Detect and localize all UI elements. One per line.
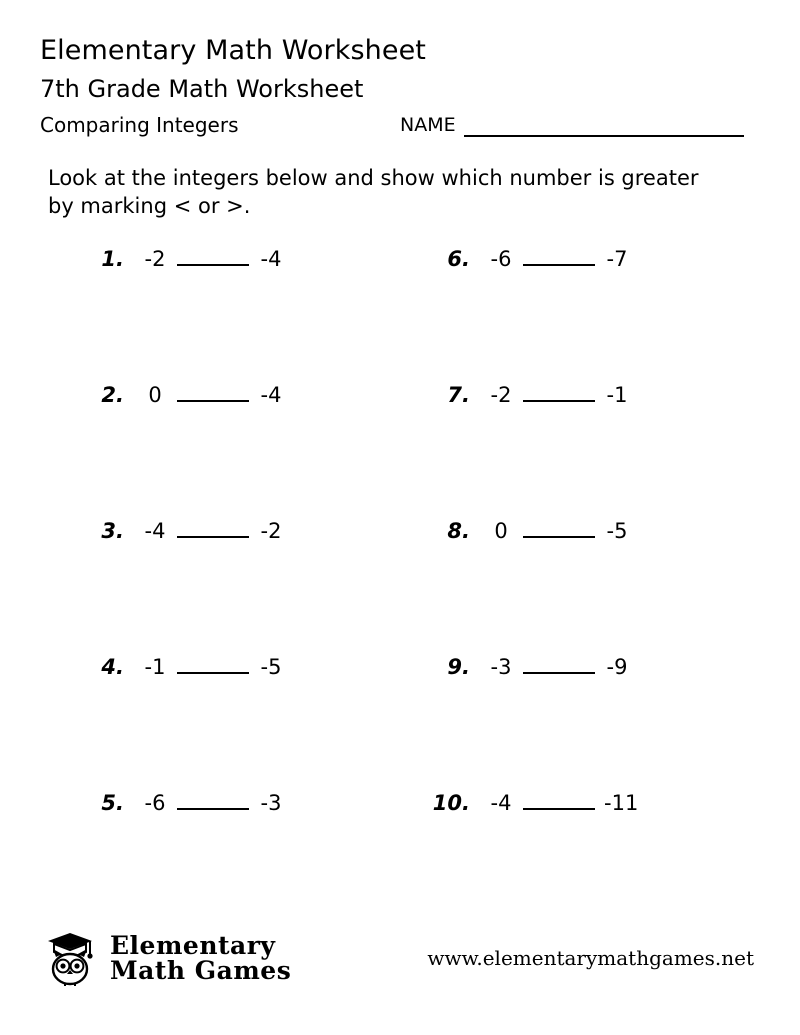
right-operand: -3 bbox=[260, 790, 282, 815]
left-operand: 0 bbox=[148, 382, 162, 407]
problem-number: 1. bbox=[101, 246, 124, 271]
right-operand: -5 bbox=[260, 654, 282, 679]
answer-blank[interactable] bbox=[177, 795, 249, 810]
answer-blank[interactable] bbox=[523, 795, 595, 810]
right-operand: -11 bbox=[604, 790, 639, 815]
problem-body bbox=[128, 655, 284, 679]
problem-body bbox=[474, 383, 630, 407]
problem-body bbox=[128, 791, 284, 815]
answer-blank[interactable] bbox=[177, 251, 249, 266]
problem-number: 7. bbox=[447, 382, 470, 407]
page-subtitle: 7th Grade Math Worksheet bbox=[40, 74, 364, 103]
problem-body bbox=[128, 247, 284, 271]
problem-item bbox=[74, 515, 404, 649]
logo-line-2: Math Games bbox=[110, 956, 292, 985]
header-row bbox=[40, 113, 760, 137]
logo-text bbox=[110, 930, 292, 985]
problem-item bbox=[74, 381, 404, 515]
name-input-line[interactable] bbox=[464, 122, 744, 137]
answer-blank[interactable] bbox=[523, 387, 595, 402]
answer-blank[interactable] bbox=[523, 523, 595, 538]
name-block bbox=[400, 114, 760, 137]
left-operand: -6 bbox=[144, 790, 166, 815]
problem-number: 8. bbox=[447, 518, 470, 543]
problem-body bbox=[474, 791, 638, 815]
left-operand: -4 bbox=[490, 790, 512, 815]
problem-number: 10. bbox=[432, 790, 470, 815]
problem-grid bbox=[40, 247, 760, 857]
left-operand: -3 bbox=[490, 654, 512, 679]
footer bbox=[40, 925, 760, 991]
website-url[interactable]: www.elementarymathgames.net bbox=[427, 946, 754, 970]
worksheet-topic: Comparing Integers bbox=[40, 112, 239, 137]
problem-item bbox=[420, 515, 750, 649]
instructions-text: Look at the integers below and show which number is greater by marking < or >. bbox=[48, 165, 699, 218]
problem-number: 5. bbox=[101, 790, 124, 815]
problem-number: 9. bbox=[447, 654, 470, 679]
problem-item bbox=[420, 381, 750, 515]
answer-blank[interactable] bbox=[177, 387, 249, 402]
problem-body bbox=[474, 519, 630, 543]
problem-body bbox=[474, 247, 630, 271]
right-operand: -7 bbox=[606, 246, 628, 271]
answer-blank[interactable] bbox=[177, 659, 249, 674]
problem-item bbox=[420, 247, 750, 381]
right-operand: -1 bbox=[606, 382, 628, 407]
problem-item bbox=[74, 783, 404, 917]
owl-graduate-icon bbox=[40, 925, 102, 991]
problem-item bbox=[420, 783, 750, 917]
logo-line-1: Elementary bbox=[110, 930, 276, 960]
problem-number: 4. bbox=[101, 654, 124, 679]
left-operand: -2 bbox=[144, 246, 166, 271]
problem-item bbox=[74, 247, 404, 381]
right-operand: -4 bbox=[260, 382, 282, 407]
right-operand: -5 bbox=[606, 518, 628, 543]
left-operand: -6 bbox=[490, 246, 512, 271]
problem-item bbox=[420, 649, 750, 783]
left-operand: -4 bbox=[144, 518, 166, 543]
page-title: Elementary Math Worksheet bbox=[40, 35, 426, 66]
left-operand: -1 bbox=[144, 654, 166, 679]
left-operand: -2 bbox=[490, 382, 512, 407]
problem-column-right bbox=[420, 247, 750, 917]
left-operand: 0 bbox=[494, 518, 508, 543]
name-label: NAME bbox=[400, 113, 456, 136]
site-logo[interactable] bbox=[40, 925, 291, 991]
problem-number: 3. bbox=[101, 518, 124, 543]
problem-column-left bbox=[74, 247, 404, 917]
right-operand: -2 bbox=[260, 518, 282, 543]
answer-blank[interactable] bbox=[523, 659, 595, 674]
problem-body bbox=[474, 655, 630, 679]
problem-item bbox=[74, 649, 404, 783]
problem-body bbox=[128, 383, 284, 407]
right-operand: -9 bbox=[606, 654, 628, 679]
right-operand: -4 bbox=[260, 246, 282, 271]
problem-number: 2. bbox=[101, 382, 124, 407]
answer-blank[interactable] bbox=[177, 523, 249, 538]
problem-body bbox=[128, 519, 284, 543]
answer-blank[interactable] bbox=[523, 251, 595, 266]
problem-number: 6. bbox=[447, 246, 470, 271]
